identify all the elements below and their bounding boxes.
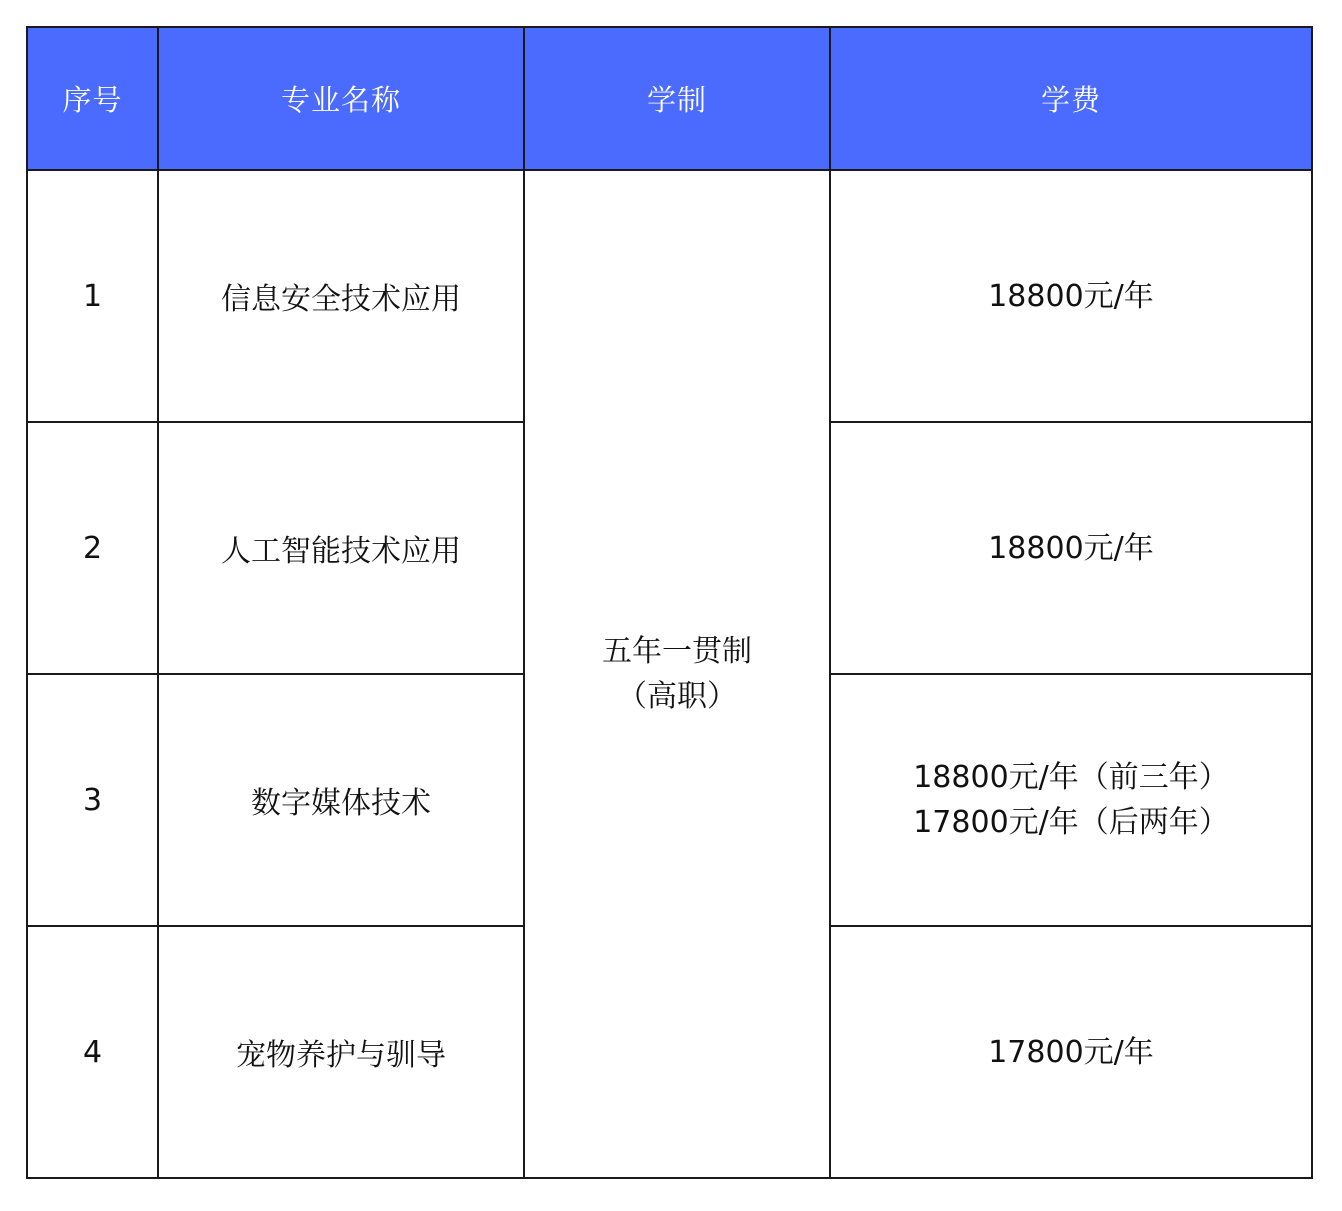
row-index: 1 [27,170,158,422]
tuition-table [26,26,1313,1179]
duration-note: （高职） [617,679,737,714]
header-major: 专业名称 [158,27,524,170]
fee-line: 18800元/年 [988,530,1154,566]
header-row [27,27,1312,170]
header-fee: 学费 [830,27,1312,170]
row-fee [830,926,1312,1178]
duration-text: 五年一贯制 [602,634,752,669]
row-fee [830,422,1312,674]
fee-line: 18800元/年 [988,278,1154,314]
row-major: 数字媒体技术 [158,674,524,926]
duration-cell [524,170,830,1178]
row-major: 宠物养护与驯导 [158,926,524,1178]
row-fee [830,674,1312,926]
row-major: 信息安全技术应用 [158,170,524,422]
table-row [27,170,1312,422]
header-index: 序号 [27,27,158,170]
row-major: 人工智能技术应用 [158,422,524,674]
fee-line: 17800元/年（后两年） [913,805,1229,840]
fee-line: 17800元/年 [988,1034,1154,1070]
row-index: 2 [27,422,158,674]
row-index: 4 [27,926,158,1178]
row-fee [830,170,1312,422]
row-index: 3 [27,674,158,926]
fee-line: 18800元/年（前三年） [913,760,1229,795]
header-duration: 学制 [524,27,830,170]
